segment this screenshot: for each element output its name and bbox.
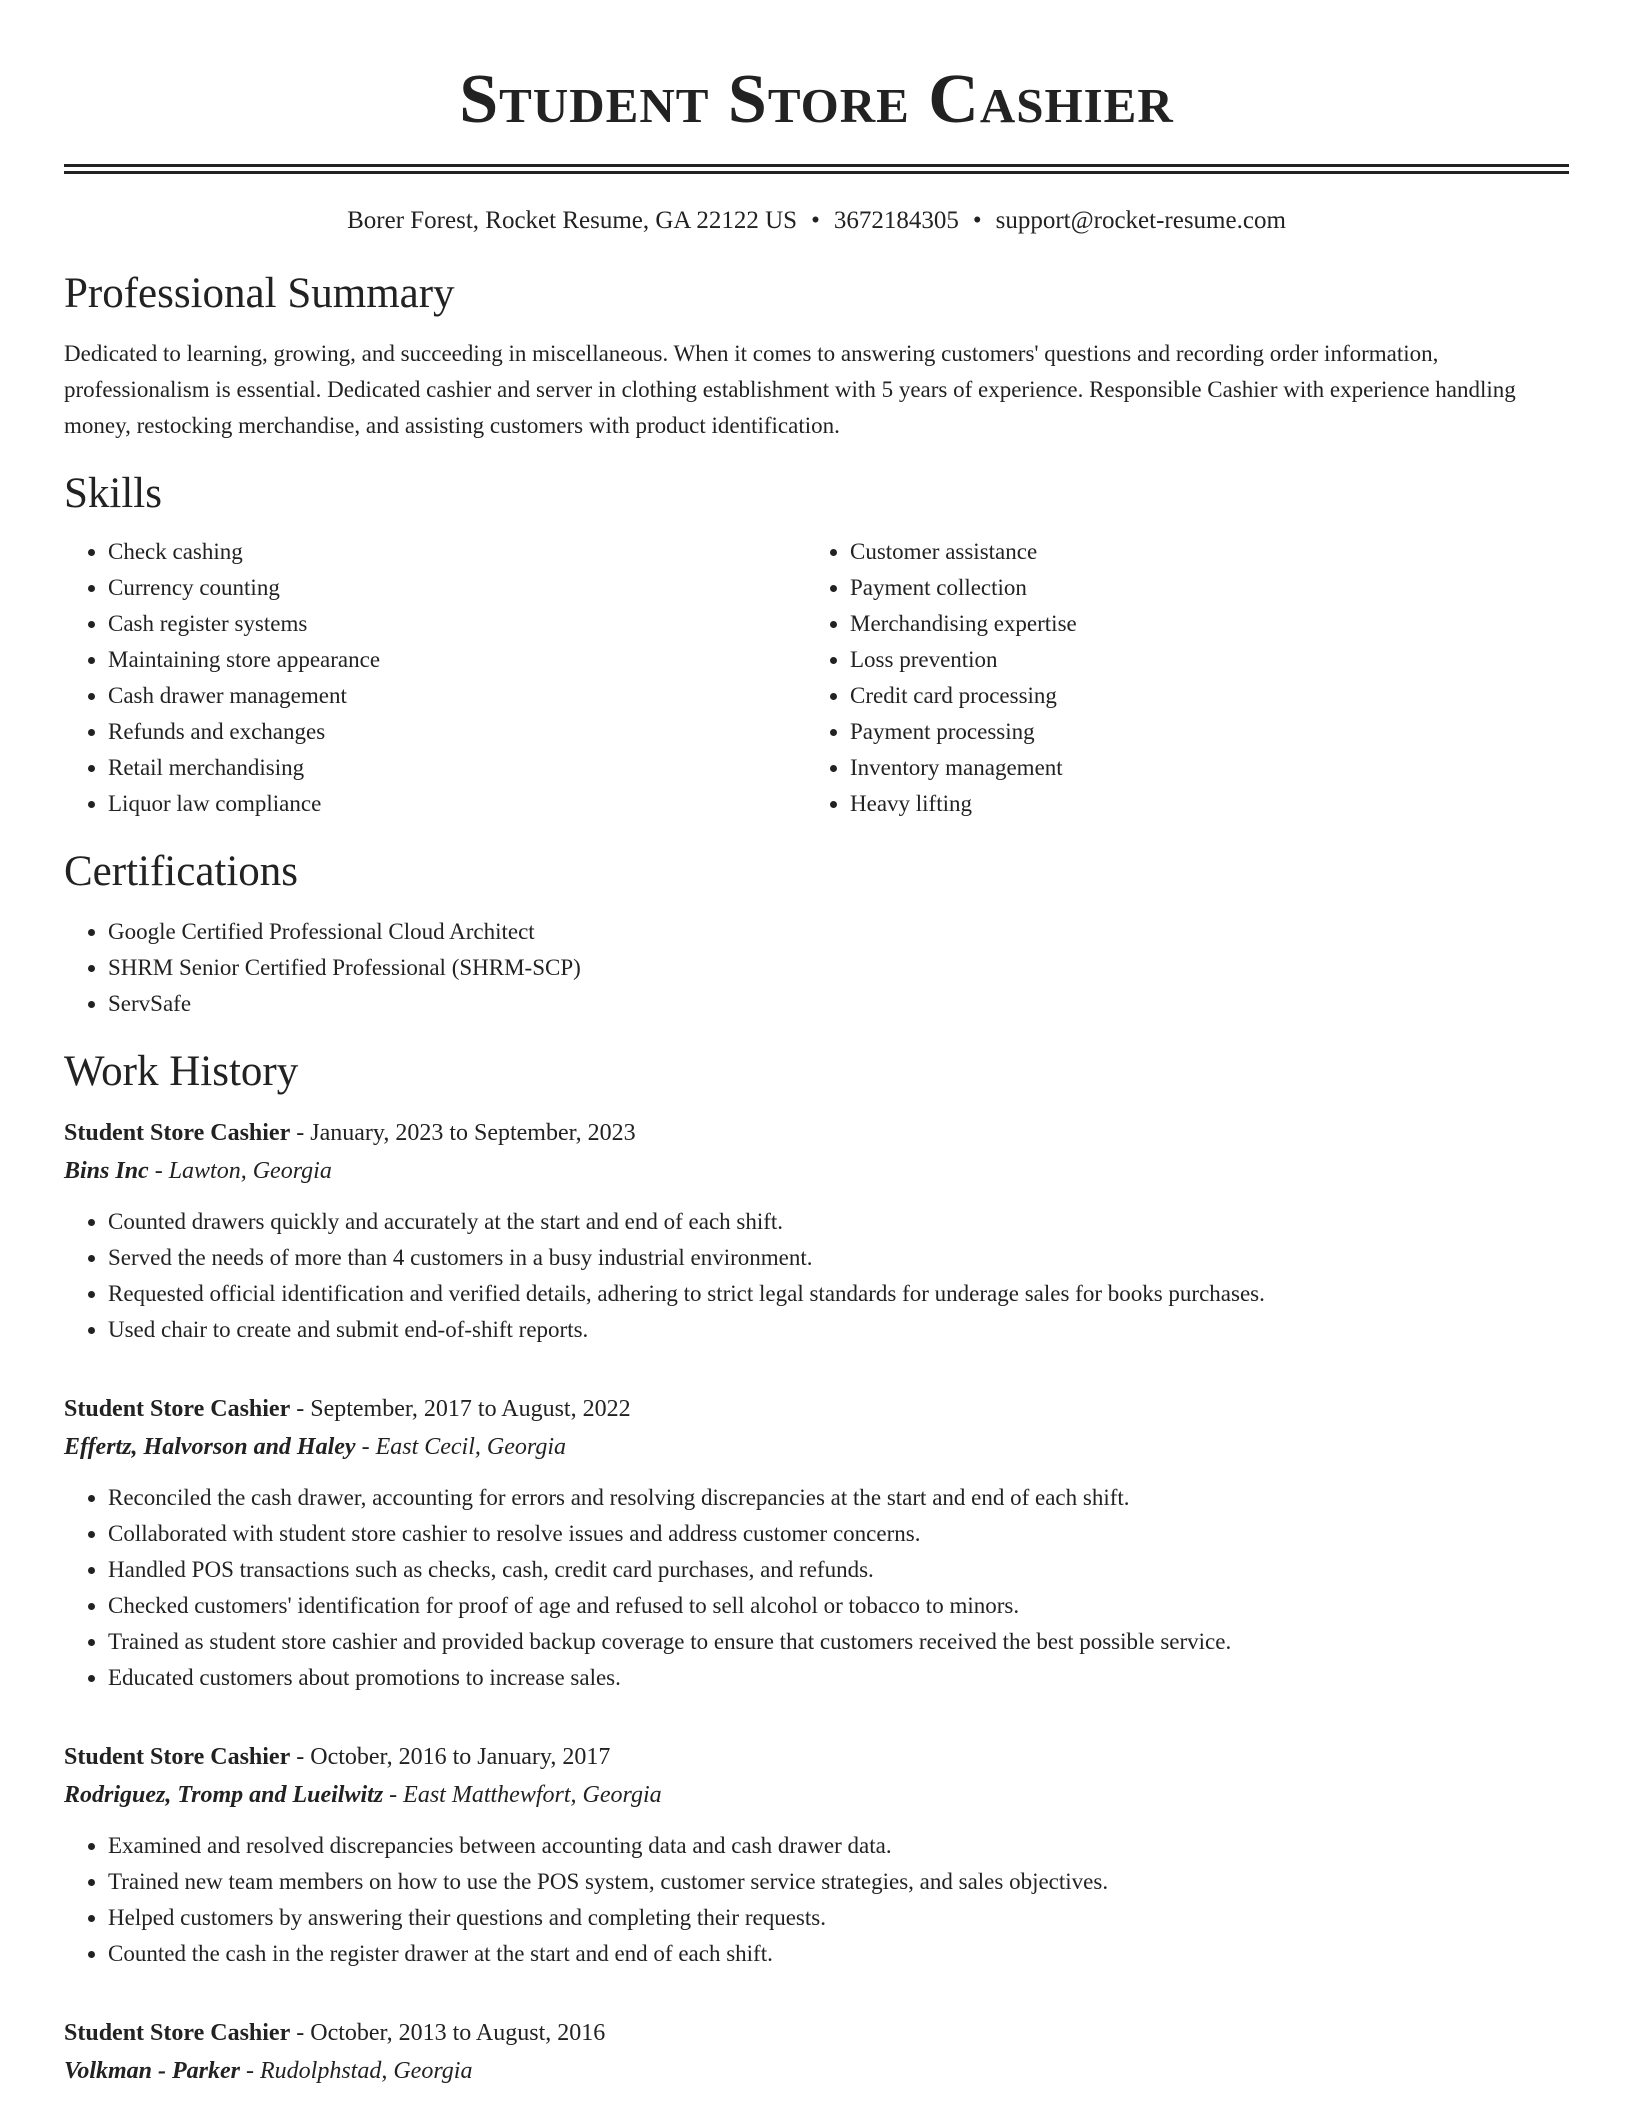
job-company-line: Bins Inc - Lawton, Georgia — [64, 1158, 332, 1184]
job-bullet: • Educated customers about promotions to increase sales. — [108, 1660, 1569, 1696]
skills-heading: Skills — [64, 470, 162, 517]
certifications-heading: Certifications — [64, 848, 299, 895]
job-title: Student Store Cashier — [64, 1744, 291, 1770]
job-title: Student Store Cashier — [64, 1120, 291, 1146]
skills-columns — [64, 534, 1569, 822]
job-bullet: • Checked customers' identification for proof of age and refused to sell alcohol or tobacco to minors. — [108, 1588, 1569, 1624]
skill-item: • Refunds and exchanges — [108, 714, 806, 750]
certifications-list — [64, 914, 1569, 1022]
job-title-line: Student Store Cashier - October, 2013 to August, 2016 — [64, 2020, 606, 2046]
job-location: Rudolphstad, Georgia — [260, 2058, 473, 2084]
job-bullet: • Used chair to create and submit end-of-shift reports. — [108, 1312, 1569, 1348]
certification-item: • SHRM Senior Certified Professional (SHRM-SCP) — [108, 950, 1569, 986]
job-bullet: • Trained new team members on how to use the POS system, customer service strategies, and sales objectives. — [108, 1864, 1569, 1900]
contact-address: Borer Forest, Rocket Resume, GA 22122 US — [347, 207, 798, 234]
job-bullet: • Examined and resolved discrepancies between accounting data and cash drawer data. — [108, 1828, 1569, 1864]
skill-item: • Merchandising expertise — [850, 606, 1548, 642]
job-company: Bins Inc — [64, 1158, 149, 1184]
job-bullet: • Requested official identification and verified details, adhering to strict legal standards for underage sales for books purchases. — [108, 1276, 1569, 1312]
job-bullet: • Reconciled the cash drawer, accounting for errors and resolving discrepancies at the start and end of each shift. — [108, 1480, 1569, 1516]
summary-heading: Professional Summary — [64, 270, 455, 317]
job-entry — [64, 2014, 1569, 2090]
job-title: Student Store Cashier — [64, 2020, 291, 2046]
job-title: Student Store Cashier — [64, 1396, 291, 1422]
job-title-line: Student Store Cashier - January, 2023 to September, 2023 — [64, 1120, 636, 1146]
resume-page — [64, 0, 1569, 2090]
job-company: Effertz, Halvorson and Haley — [64, 1434, 356, 1460]
contact-phone: 3672184305 — [833, 207, 959, 234]
job-company: Rodriguez, Tromp and Lueilwitz — [64, 1782, 384, 1808]
skill-item: • Customer assistance — [850, 534, 1548, 570]
job-dates: October, 2013 to August, 2016 — [310, 2020, 606, 2046]
job-company-line: Volkman - Parker - Rudolphstad, Georgia — [64, 2058, 473, 2084]
job-dates: January, 2023 to September, 2023 — [310, 1120, 636, 1146]
job-location: Lawton, Georgia — [168, 1158, 332, 1184]
skill-item: • Inventory management — [850, 750, 1548, 786]
skill-item: • Check cashing — [108, 534, 806, 570]
resume-name: Student Store Cashier — [459, 61, 1174, 138]
certification-item: • Google Certified Professional Cloud Architect — [108, 914, 1569, 950]
job-title-line: Student Store Cashier - September, 2017 to August, 2022 — [64, 1396, 631, 1422]
certification-item: • ServSafe — [108, 986, 1569, 1022]
job-entry — [64, 1114, 1569, 1348]
skill-item: • Cash register systems — [108, 606, 806, 642]
job-entry — [64, 1390, 1569, 1696]
skills-right-list — [806, 534, 1548, 822]
job-bullet: • Collaborated with student store cashier to resolve issues and address customer concerns. — [108, 1516, 1569, 1552]
skills-left-list — [64, 534, 806, 822]
contact-email: support@rocket-resume.com — [995, 207, 1286, 234]
contact-line — [64, 204, 1569, 238]
work-history-heading: Work History — [64, 1048, 299, 1095]
job-bullet: • Counted drawers quickly and accurately at the start and end of each shift. — [108, 1204, 1569, 1240]
job-bullet: • Handled POS transactions such as checks, cash, credit card purchases, and refunds. — [108, 1552, 1569, 1588]
job-company-line: Rodriguez, Tromp and Lueilwitz - East Matthewfort, Georgia — [64, 1782, 662, 1808]
job-company-line: Effertz, Halvorson and Haley - East Cecil, Georgia — [64, 1434, 566, 1460]
skill-item: • Liquor law compliance — [108, 786, 806, 822]
skill-item: • Maintaining store appearance — [108, 642, 806, 678]
job-entry — [64, 1738, 1569, 1972]
skill-item: • Currency counting — [108, 570, 806, 606]
skill-item: • Retail merchandising — [108, 750, 806, 786]
job-bullets — [64, 1480, 1569, 1696]
job-bullets — [64, 1204, 1569, 1348]
job-bullet: • Counted the cash in the register drawer at the start and end of each shift. — [108, 1936, 1569, 1972]
header-double-rule — [64, 164, 1569, 174]
skill-item: • Payment processing — [850, 714, 1548, 750]
skill-item: • Credit card processing — [850, 678, 1548, 714]
job-dates: September, 2017 to August, 2022 — [310, 1396, 631, 1422]
job-company: Volkman - Parker — [64, 2058, 241, 2084]
job-bullet: • Served the needs of more than 4 customers in a busy industrial environment. — [108, 1240, 1569, 1276]
job-location: East Matthewfort, Georgia — [403, 1782, 662, 1808]
job-title-line: Student Store Cashier - October, 2016 to January, 2017 — [64, 1744, 611, 1770]
job-bullet: • Helped customers by answering their questions and completing their requests. — [108, 1900, 1569, 1936]
skill-item: • Cash drawer management — [108, 678, 806, 714]
contact-separator: • — [811, 207, 820, 234]
skill-item: • Heavy lifting — [850, 786, 1548, 822]
skill-item: • Loss prevention — [850, 642, 1548, 678]
contact-separator: • — [972, 207, 982, 234]
summary-text: Dedicated to learning, growing, and succeeding in miscellaneous. When it comes to answering customers' questions and recording order information, professionalism is essential. Dedicated cashier and server in clothing establishment with 5 years of experience. Responsible Cashier with experience handling money, restocking merchandise, and assisting customers with product identification. — [64, 341, 1516, 438]
job-dates: October, 2016 to January, 2017 — [310, 1744, 611, 1770]
skill-item: • Payment collection — [850, 570, 1548, 606]
job-bullet: • Trained as student store cashier and provided backup coverage to ensure that customers received the best possible service. — [108, 1624, 1569, 1660]
job-location: East Cecil, Georgia — [375, 1434, 566, 1460]
job-bullets — [64, 1828, 1569, 1972]
